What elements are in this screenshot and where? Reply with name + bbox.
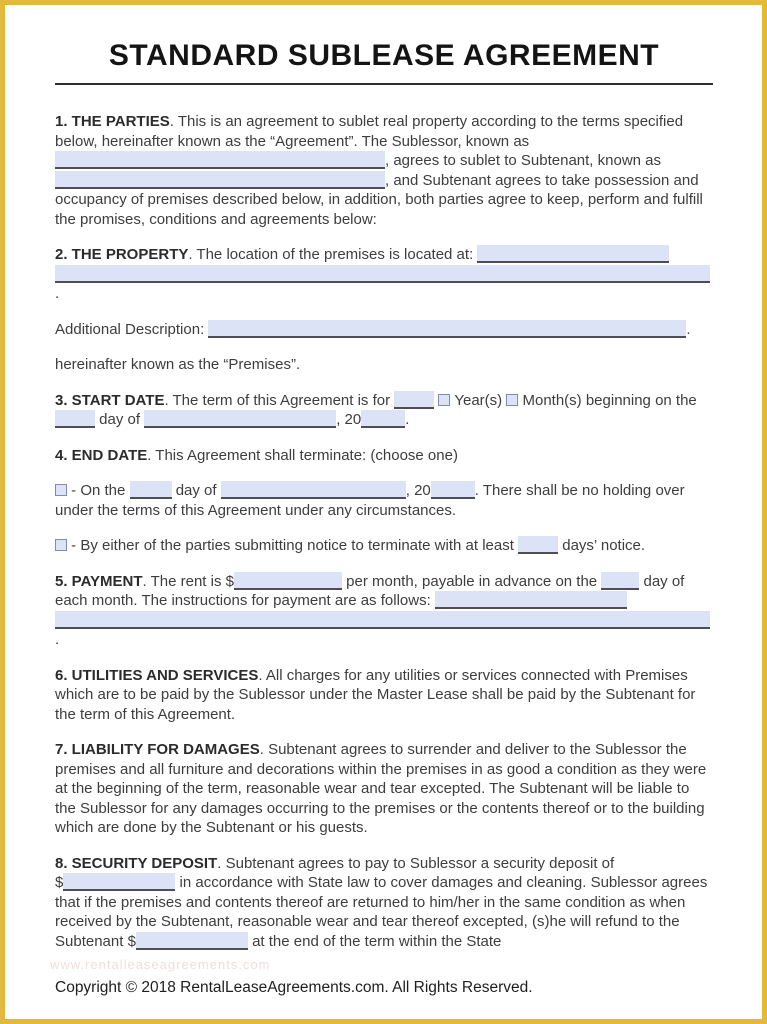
title-underline — [55, 83, 713, 85]
end-year-field-group — [414, 482, 475, 499]
field-prefix: 20 — [414, 482, 431, 499]
rent-amount-field-group — [226, 573, 342, 590]
refund-amount-field[interactable] — [136, 932, 248, 950]
section-2-the-property — [55, 245, 713, 304]
section-2-the-property-heading: 2. THE PROPERTY — [55, 246, 189, 263]
section-1-the-parties — [55, 112, 713, 229]
subtenant-name-field[interactable] — [55, 171, 385, 189]
body-text: Additional Description: — [55, 320, 209, 338]
body-text: per month, payable in advance on the — [341, 572, 602, 590]
end-date-option-fixed — [55, 481, 713, 520]
field-prefix: 20 — [344, 411, 362, 428]
field-prefix: $ — [127, 932, 136, 950]
section-7-liability-for-damages — [55, 740, 713, 838]
section-6-utilities-and-services — [55, 666, 713, 725]
watermark-text: www.rentalleaseagreements.com — [50, 957, 271, 972]
section-1-the-parties-heading: 1. THE PARTIES — [55, 113, 170, 130]
section-3-start-date — [55, 391, 713, 430]
section-3-start-date-heading: 3. START DATE — [55, 391, 165, 409]
body-text: . — [686, 320, 691, 338]
body-text: hereinafter known as the “Premises”. — [55, 356, 301, 373]
body-text: . This is an agreement to sublet real property according to the terms specified below, hereinafter known as the “Agreement”. The Sublessor, known as — [55, 113, 684, 150]
end-year-field[interactable] — [431, 481, 475, 499]
section-7-liability-for-damages-heading: 7. LIABILITY FOR DAMAGES — [55, 741, 260, 758]
start-day-field[interactable] — [55, 410, 95, 428]
body-text: . Subtenant agrees to pay to Sublessor a security deposit of — [217, 854, 615, 872]
end-date-notice-checkbox[interactable] — [55, 539, 67, 551]
body-text: , — [336, 411, 345, 428]
end-date-fixed-checkbox[interactable] — [55, 484, 67, 496]
refund-amount-field-group — [128, 933, 248, 950]
body-text: . This Agreement shall terminate: (choose one) — [147, 446, 458, 464]
body-text: at the end of the term within the State — [247, 932, 502, 950]
section-4-end-date-heading: 4. END DATE — [55, 446, 148, 464]
document-body — [55, 112, 713, 951]
copyright-text: Copyright © 2018 RentalLeaseAgreements.com. All Rights Reserved. — [55, 979, 533, 996]
section-4-end-date — [55, 446, 713, 466]
property-location-field-1[interactable] — [477, 245, 669, 263]
start-year-field-group — [345, 411, 406, 428]
section-5-payment — [55, 572, 713, 650]
payment-instructions-field-2[interactable] — [55, 611, 710, 629]
body-text: day of — [95, 411, 145, 428]
months-checkbox[interactable] — [506, 394, 518, 406]
notice-days-field[interactable] — [518, 536, 558, 554]
start-month-field[interactable] — [144, 410, 336, 428]
section-5-payment-heading: 5. PAYMENT — [55, 572, 143, 590]
body-text: . Subtenant agrees to surrender and deliver to the Sublessor the premises and all furniture and decorations within the premises in as good a condition as they were at the beginning of the term, reasonable wear and tear excepted. The Subtenant will be liable to the Sublessor for any damages occurring to the premises or the contents thereof or to the building which are done by the Subtenant or his guests. — [55, 741, 707, 836]
body-text: - On the — [67, 482, 130, 499]
body-text: , — [405, 482, 415, 499]
field-prefix: $ — [225, 572, 234, 590]
term-length-field[interactable] — [394, 391, 434, 409]
end-date-option-notice — [55, 536, 713, 556]
field-prefix: $ — [55, 874, 64, 891]
payment-instructions-field-1[interactable] — [435, 591, 627, 609]
body-text: Month(s) beginning on the — [518, 391, 697, 409]
additional-description-field[interactable] — [208, 320, 686, 338]
body-text: in accordance with State law to cover damages and cleaning. Sublessor agrees that if the premises and contents thereof are returned to him/her in the same condition as when received by the Subtenant, reasonable wear and tear thereof excepted, (s)he will refund to the Subtenant — [55, 874, 708, 950]
rent-due-day-field[interactable] — [601, 572, 639, 590]
body-text: . The location of the premises is located at: — [188, 246, 478, 263]
section-8-security-deposit-heading: 8. SECURITY DEPOSIT — [55, 854, 218, 872]
rent-amount-field[interactable] — [234, 572, 342, 590]
body-text: . — [55, 631, 60, 648]
end-month-field[interactable] — [221, 481, 406, 499]
body-text: , agrees to sublet to Subtenant, known as — [385, 152, 662, 169]
body-text: . — [55, 285, 60, 302]
body-text: . The term of this Agreement is for — [164, 391, 395, 409]
end-day-field[interactable] — [130, 481, 172, 499]
additional-description-line — [55, 320, 713, 340]
sublessor-name-field[interactable] — [55, 151, 385, 169]
body-text: - By either of the parties submitting notice to terminate with at least — [67, 537, 519, 554]
body-text: Year(s) — [450, 391, 507, 409]
body-text: , and Subtenant agrees to take possession and occupancy of premises described below, in addition, both parties agree to keep, perform and fulfill the promises, conditions and agreements below: — [55, 171, 703, 228]
body-text: . All charges for any utilities or services connected with Premises which are to be paid by the Sublessor under the Master Lease shall be paid by the Subtenant for the term of this Agreement. — [55, 666, 696, 723]
body-text: . There shall be no holding over under the terms of this Agreement under any circumstances. — [55, 482, 685, 519]
body-text: day of — [171, 482, 221, 499]
start-year-field[interactable] — [361, 410, 405, 428]
premises-line — [55, 355, 713, 375]
body-text: . — [405, 411, 410, 428]
page-content — [5, 5, 762, 1019]
property-location-field-2[interactable] — [55, 265, 710, 283]
years-checkbox[interactable] — [438, 394, 450, 406]
security-deposit-field[interactable] — [63, 873, 175, 891]
body-text: days’ notice. — [558, 537, 646, 554]
body-text: . The rent is — [142, 572, 226, 590]
section-6-utilities-and-services-heading: 6. UTILITIES AND SERVICES — [55, 666, 259, 684]
section-8-security-deposit — [55, 854, 713, 952]
body-text: day of each month. The instructions for payment are as follows: — [55, 572, 685, 609]
security-deposit-field-group — [55, 874, 175, 891]
document-title: STANDARD SUBLEASE AGREEMENT — [108, 39, 660, 72]
